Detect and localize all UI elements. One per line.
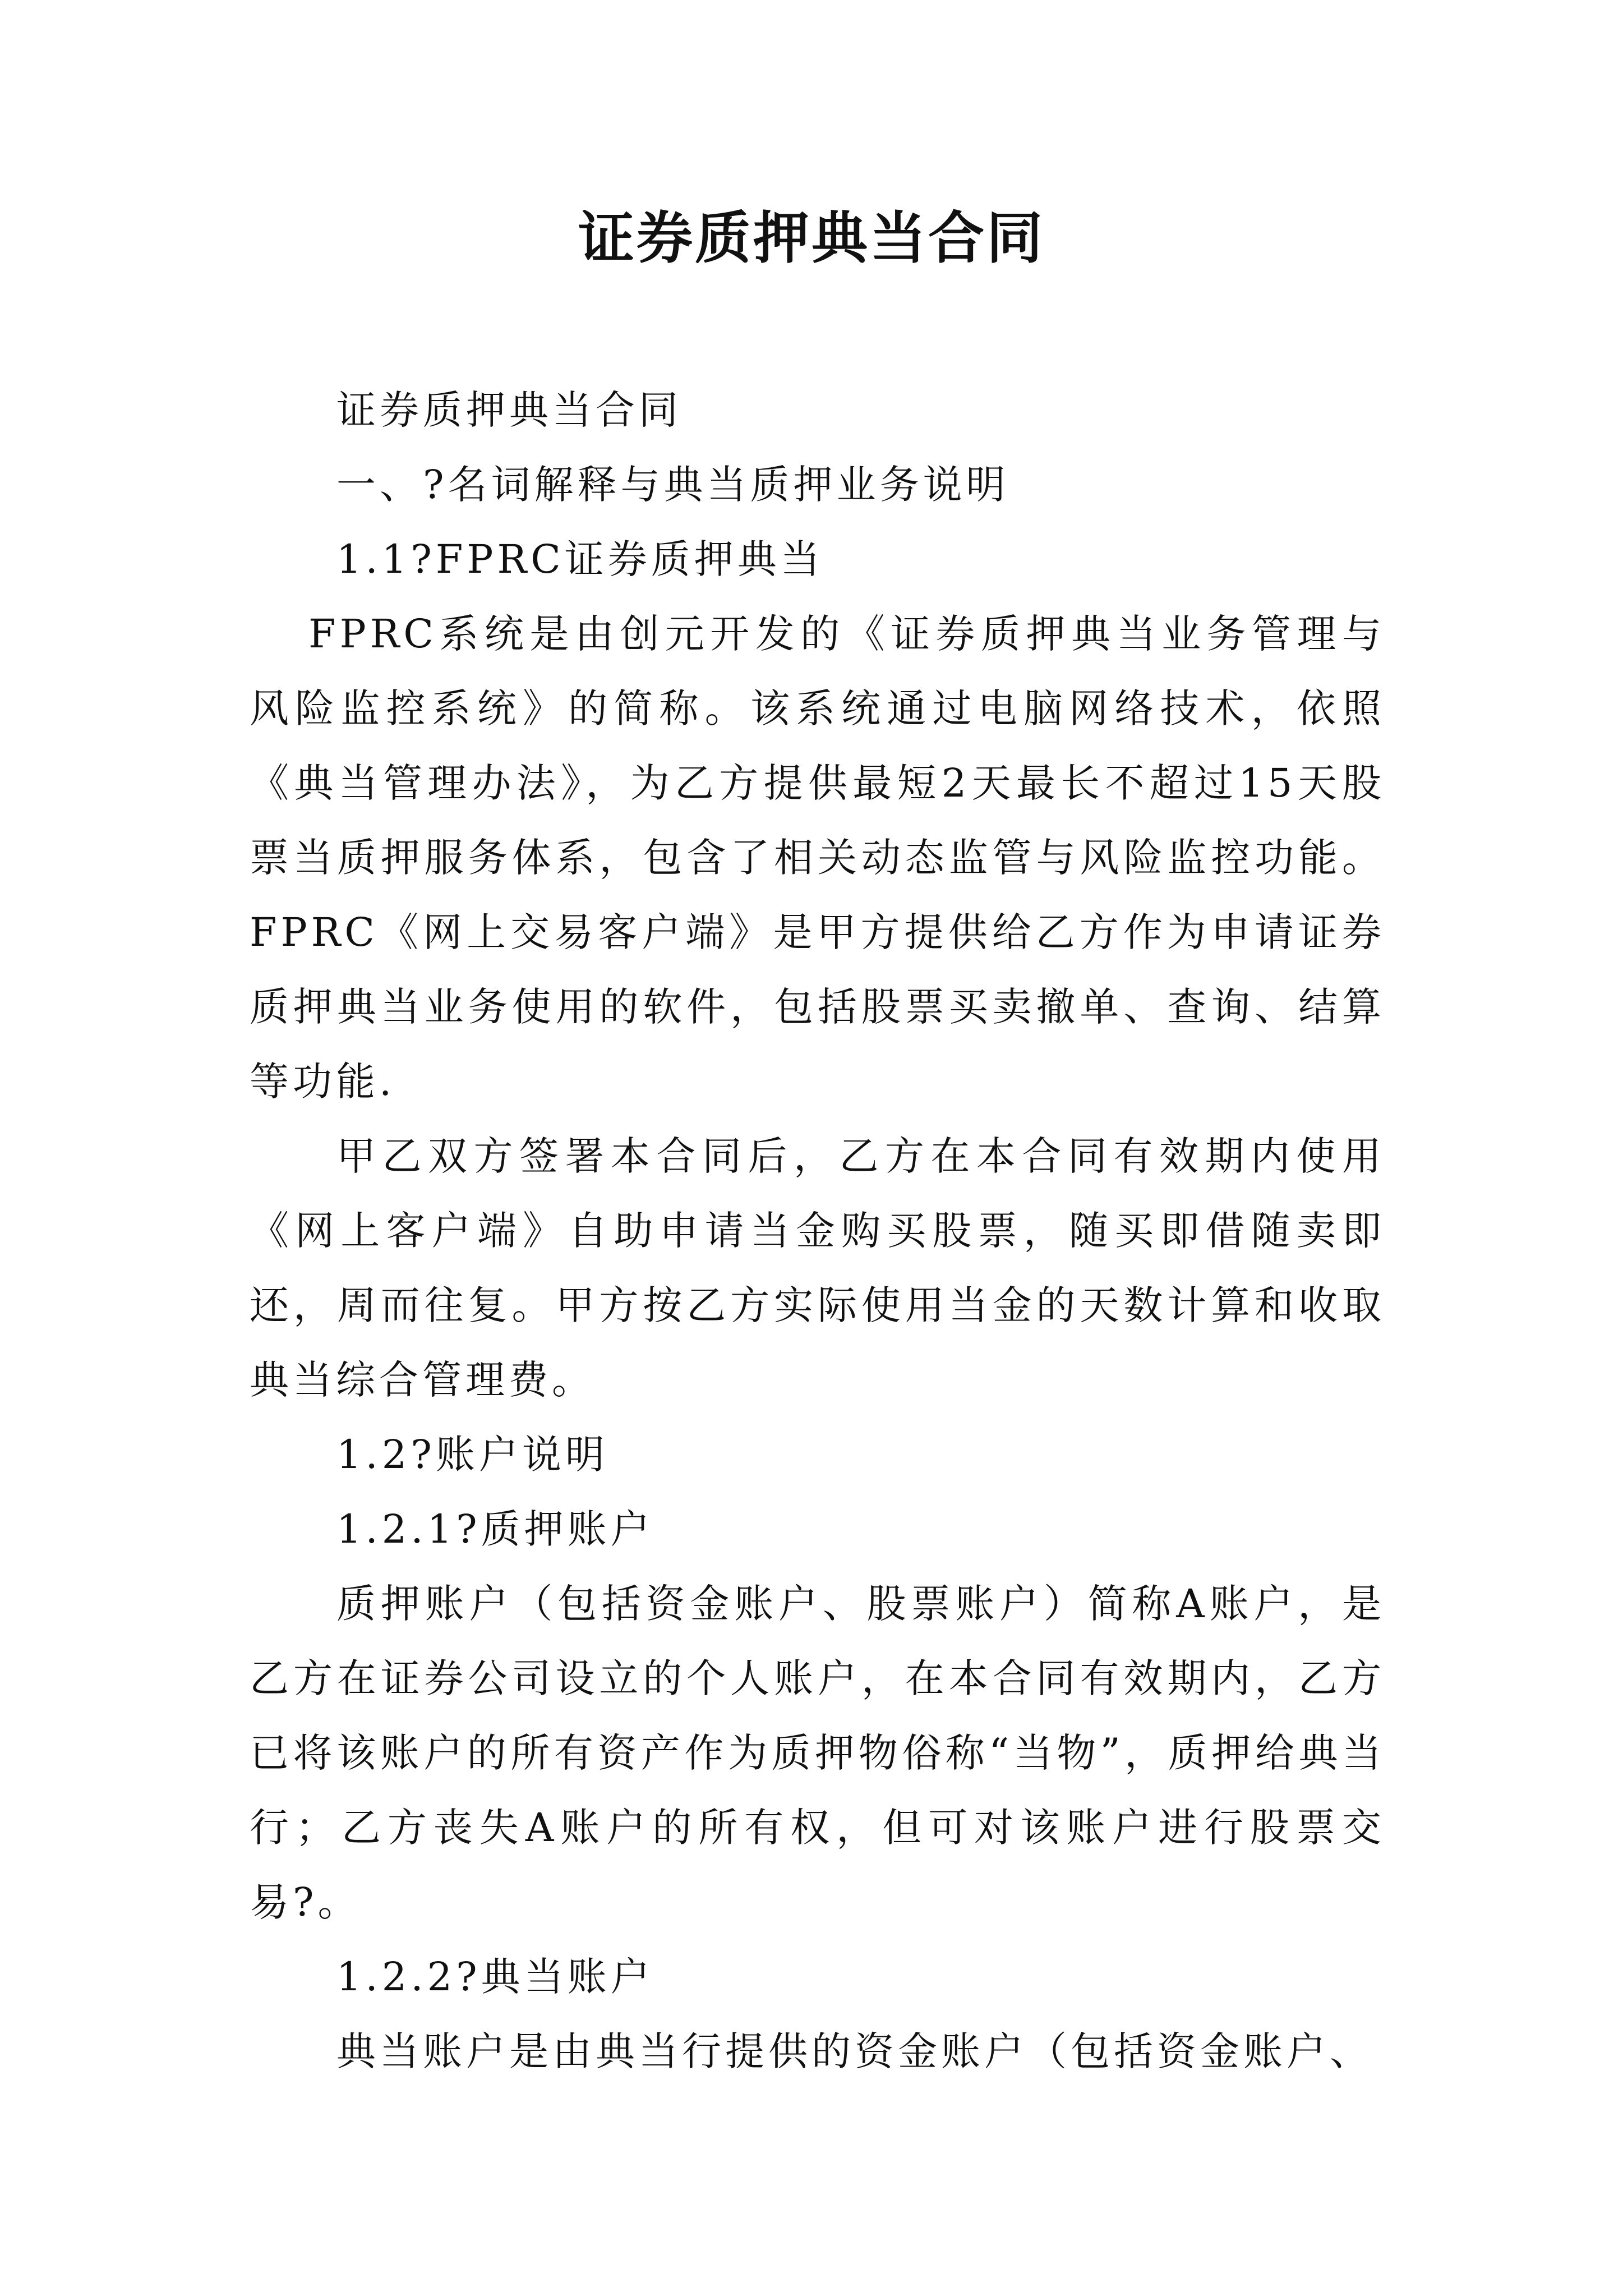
subsection-heading-1-2-2: 1.2.2?典当账户 bbox=[336, 1954, 654, 2000]
document-body bbox=[250, 373, 1385, 2089]
subsection-heading-1-2-1: 1.2.1?质押账户 bbox=[336, 1506, 654, 1552]
paragraph-contract-usage: 甲乙双方签署本合同后，乙方在本合同有效期内使用《网上客户端》自助申请当金购买股票，随买即借随卖即还，周而往复。甲方按乙方实际使用当金的天数计算和收取典当综合管理费。 bbox=[250, 1133, 1385, 1403]
contract-heading: 证券质押典当合同 bbox=[336, 387, 682, 433]
section-heading-1: 一、?名词解释与典当质押业务说明 bbox=[336, 462, 1009, 508]
subsection-heading-1-2: 1.2?账户说明 bbox=[336, 1432, 608, 1478]
paragraph-pawn-account: 典当账户是由典当行提供的资金账户（包括资金账户、 bbox=[336, 2028, 1373, 2074]
paragraph-fprc-system: FPRC系统是由创元开发的《证券质押典当业务管理与风险监控系统》的简称。该系统通过电脑网络技术，依照《典当管理办法》，为乙方提供最短2天最长不超过15天股票当质押服务体系，包含了相关动态监管与风险监控功能。FPRC《网上交易客户端》是甲方提供给乙方作为申请证券质押典当业务使用的软件，包括股票买卖撤单、查询、结算等功能. bbox=[250, 611, 1385, 1105]
paragraph-pledge-account: 质押账户（包括资金账户、股票账户）简称A账户，是乙方在证券公司设立的个人账户，在本合同有效期内，乙方已将该账户的所有资产作为质押物俗称“当物”，质押给典当行；乙方丧失A账户的所有权，但可对该账户进行股票交易?。 bbox=[250, 1581, 1385, 1925]
document-title: 证券质押典当合同 bbox=[578, 205, 1045, 271]
subsection-heading-1-1: 1.1?FPRC证券质押典当 bbox=[336, 536, 824, 582]
